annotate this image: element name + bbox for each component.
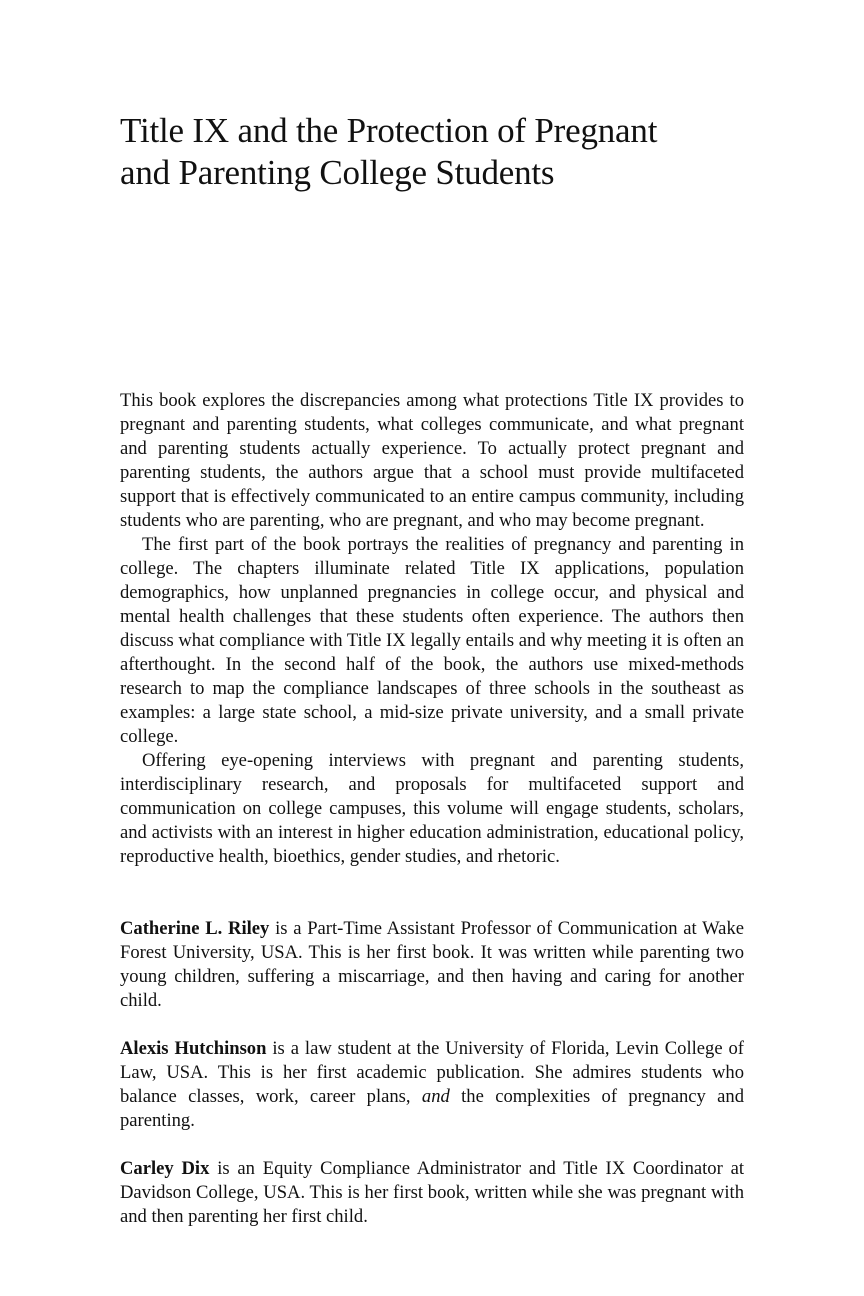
- author-bio-text: is an Equity Compliance Administrator and Title IX Coordinator at Davidson College, USA. This is her first book, written while she was pregnant with and then parenting her first child.: [120, 1158, 745, 1227]
- description-paragraph-3: Offering eye-opening interviews with pregnant and parenting students, interdisciplinary research, and proposals for multifaceted support and communication on college campuses, this volume will engage students, scholars, and activists with an interest in higher education administration, educational policy, reproductive health, bioethics, gender studies, and rhetoric.: [120, 750, 744, 867]
- author-bio-text: the complexities of pregnancy and parenting.: [120, 1086, 744, 1131]
- author-bio-riley: [120, 917, 744, 1013]
- book-title: [120, 110, 744, 194]
- author-name: Catherine L. Riley: [120, 918, 270, 939]
- description-paragraph-1: This book explores the discrepancies among what protections Title IX provides to pregnant and parenting students, what colleges communicate, and what pregnant and parenting students actually experience. To actually protect pregnant and parenting students, the authors argue that a school must provide multifaceted support that is effectively communicated to an entire campus community, including students who are parenting, who are pregnant, and who may become pregnant.: [120, 390, 744, 531]
- author-bio-text: is a law student at the University of Florida, Levin College of Law, USA. This is her first academic publication. She admires students who balance classes, work, career plans,: [120, 1038, 744, 1107]
- book-description: [120, 389, 744, 869]
- author-bios: [120, 917, 744, 1253]
- book-title-line-1: Title IX and the Protection of Pregnant: [120, 111, 658, 150]
- author-name: Alexis Hutchinson: [120, 1038, 267, 1059]
- author-bio-dix: [120, 1157, 744, 1229]
- title-block: [120, 110, 744, 194]
- description-paragraph-2: The first part of the book portrays the realities of pregnancy and parenting in college. The chapters illuminate related Title IX applications, population demographics, how unplanned pregnancies in college occur, and physical and mental health challenges that these students often experience. The authors then discuss what compliance with Title IX legally entails and why meeting it is often an afterthought. In the second half of the book, the authors use mixed-methods research to map the compliance landscapes of three schools in the southeast as examples: a large state school, a mid-size private university, and a small private college.: [120, 534, 744, 747]
- author-bio-emphasis: and: [421, 1086, 450, 1107]
- author-bio-hutchinson: [120, 1037, 744, 1133]
- author-bio-text: is a Part-Time Assistant Professor of Communication at Wake Forest University, USA. This is her first book. It was written while parenting two young children, suffering a miscarriage, and then having and caring for another child.: [120, 918, 744, 1011]
- author-name: Carley Dix: [120, 1158, 210, 1179]
- book-title-line-2: and Parenting College Students: [120, 153, 555, 192]
